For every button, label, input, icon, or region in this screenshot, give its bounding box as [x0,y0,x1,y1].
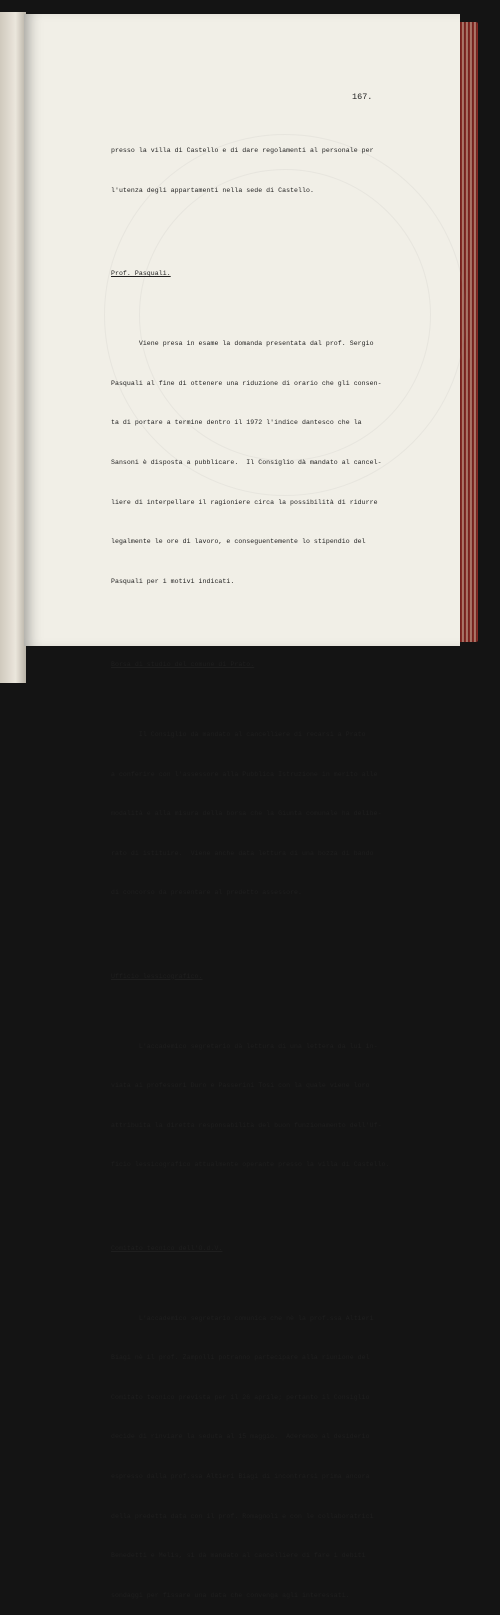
left-page-edge [0,12,26,683]
paragraph-line: legalmente le ore di lavoro, e conseguentemente lo stipendio del [111,538,366,546]
intro-line: presso la villa di Castello e di dare regolamenti al personale per [111,147,374,155]
intro-line: l'utenza degli appartamenti nella sede di Castello. [111,187,314,194]
paragraph-line: di concorso da presentare al predetto assessore. [111,889,302,897]
paragraph-line: modalità e alla misura della borsa che la Giunta comunale ha delibe- [111,810,382,818]
paragraph-line: Il Consiglio dà mandato al cancelliere di recarsi a Prato [111,730,366,738]
paragraph-line: espresso dalla prof.ssa Altieri Biagi di incontrarsi prima ancora [111,1472,370,1480]
paragraph-line: a conferire con l'assessore alla Pubblica Istruzione in merito alle [111,770,378,778]
paragraph-line: Benedetti e Melis, si dà mandato al cancelliere di fare i debiti [111,1552,366,1560]
paragraph-line: della predetta data con il prof. Romagnoli e con le collaboratrici [111,1512,374,1520]
section-heading-comitato: Comitato tecnico dell'O.d.V. [111,1244,223,1252]
paragraph-line: Biagi nè il prof. Zampolli potranno partecipare alla riunione del [111,1354,370,1362]
paragraph-line: L'accademico segretario dà lettura di una lettera da lui in- [111,1042,378,1050]
paragraph-line: decide di rinviare la seduta al 15 maggio. Aderendo al desiderio [111,1433,370,1441]
paragraph-line: ta di portare a termine dentro il 1972 l'indice dantesco che la [111,419,362,427]
page-number: 167. [352,92,373,102]
paragraph-line: Comitato tecnico prevista per il 26 aprile; pertanto il Consiglio [111,1393,370,1401]
paragraph-line: viata ai professori Duro e Passerini Tosi con la quale viene loro [111,1082,370,1090]
paragraph-line: ficio lessicografico attualmente operante presso la villa di Castello. [111,1161,390,1169]
paragraph-line: sondaggi per fissare una data che convenga agli interessati. [111,1591,350,1599]
paragraph-line: Pasquali per i motivi indicati. [111,577,235,585]
paragraph-line: L'accademico segretario comunica che nè la prof.ssa Altieri [111,1314,374,1322]
paragraph-line: rato di istituire. Viene anche data lettura di una bozza di bando [111,849,374,857]
document-text [111,118,429,1615]
paragraph-line: liere di interpellare il ragioniere circa la possibilità di ridurre [111,498,378,506]
paragraph-line: Viene presa in esame la domanda presentata dal prof. Sergio [111,340,374,348]
paragraph-line: Sansoni è disposta a pubblicare. Il Consiglio dà mandato al cancel- [111,458,382,466]
paragraph-line: Pasquali al fine di ottenere una riduzione di orario che gli consen- [111,379,382,387]
section-heading-borsa: Borsa di studio del comune di Prato. [111,660,255,668]
paragraph-line: attribuita la diretta responsabilità del buon funzionamento dell'Uf- [111,1121,382,1129]
section-heading-pasquali: Prof. Pasquali. [111,270,171,278]
section-heading-ufficio: Ufficio lessicografico. [111,972,203,980]
